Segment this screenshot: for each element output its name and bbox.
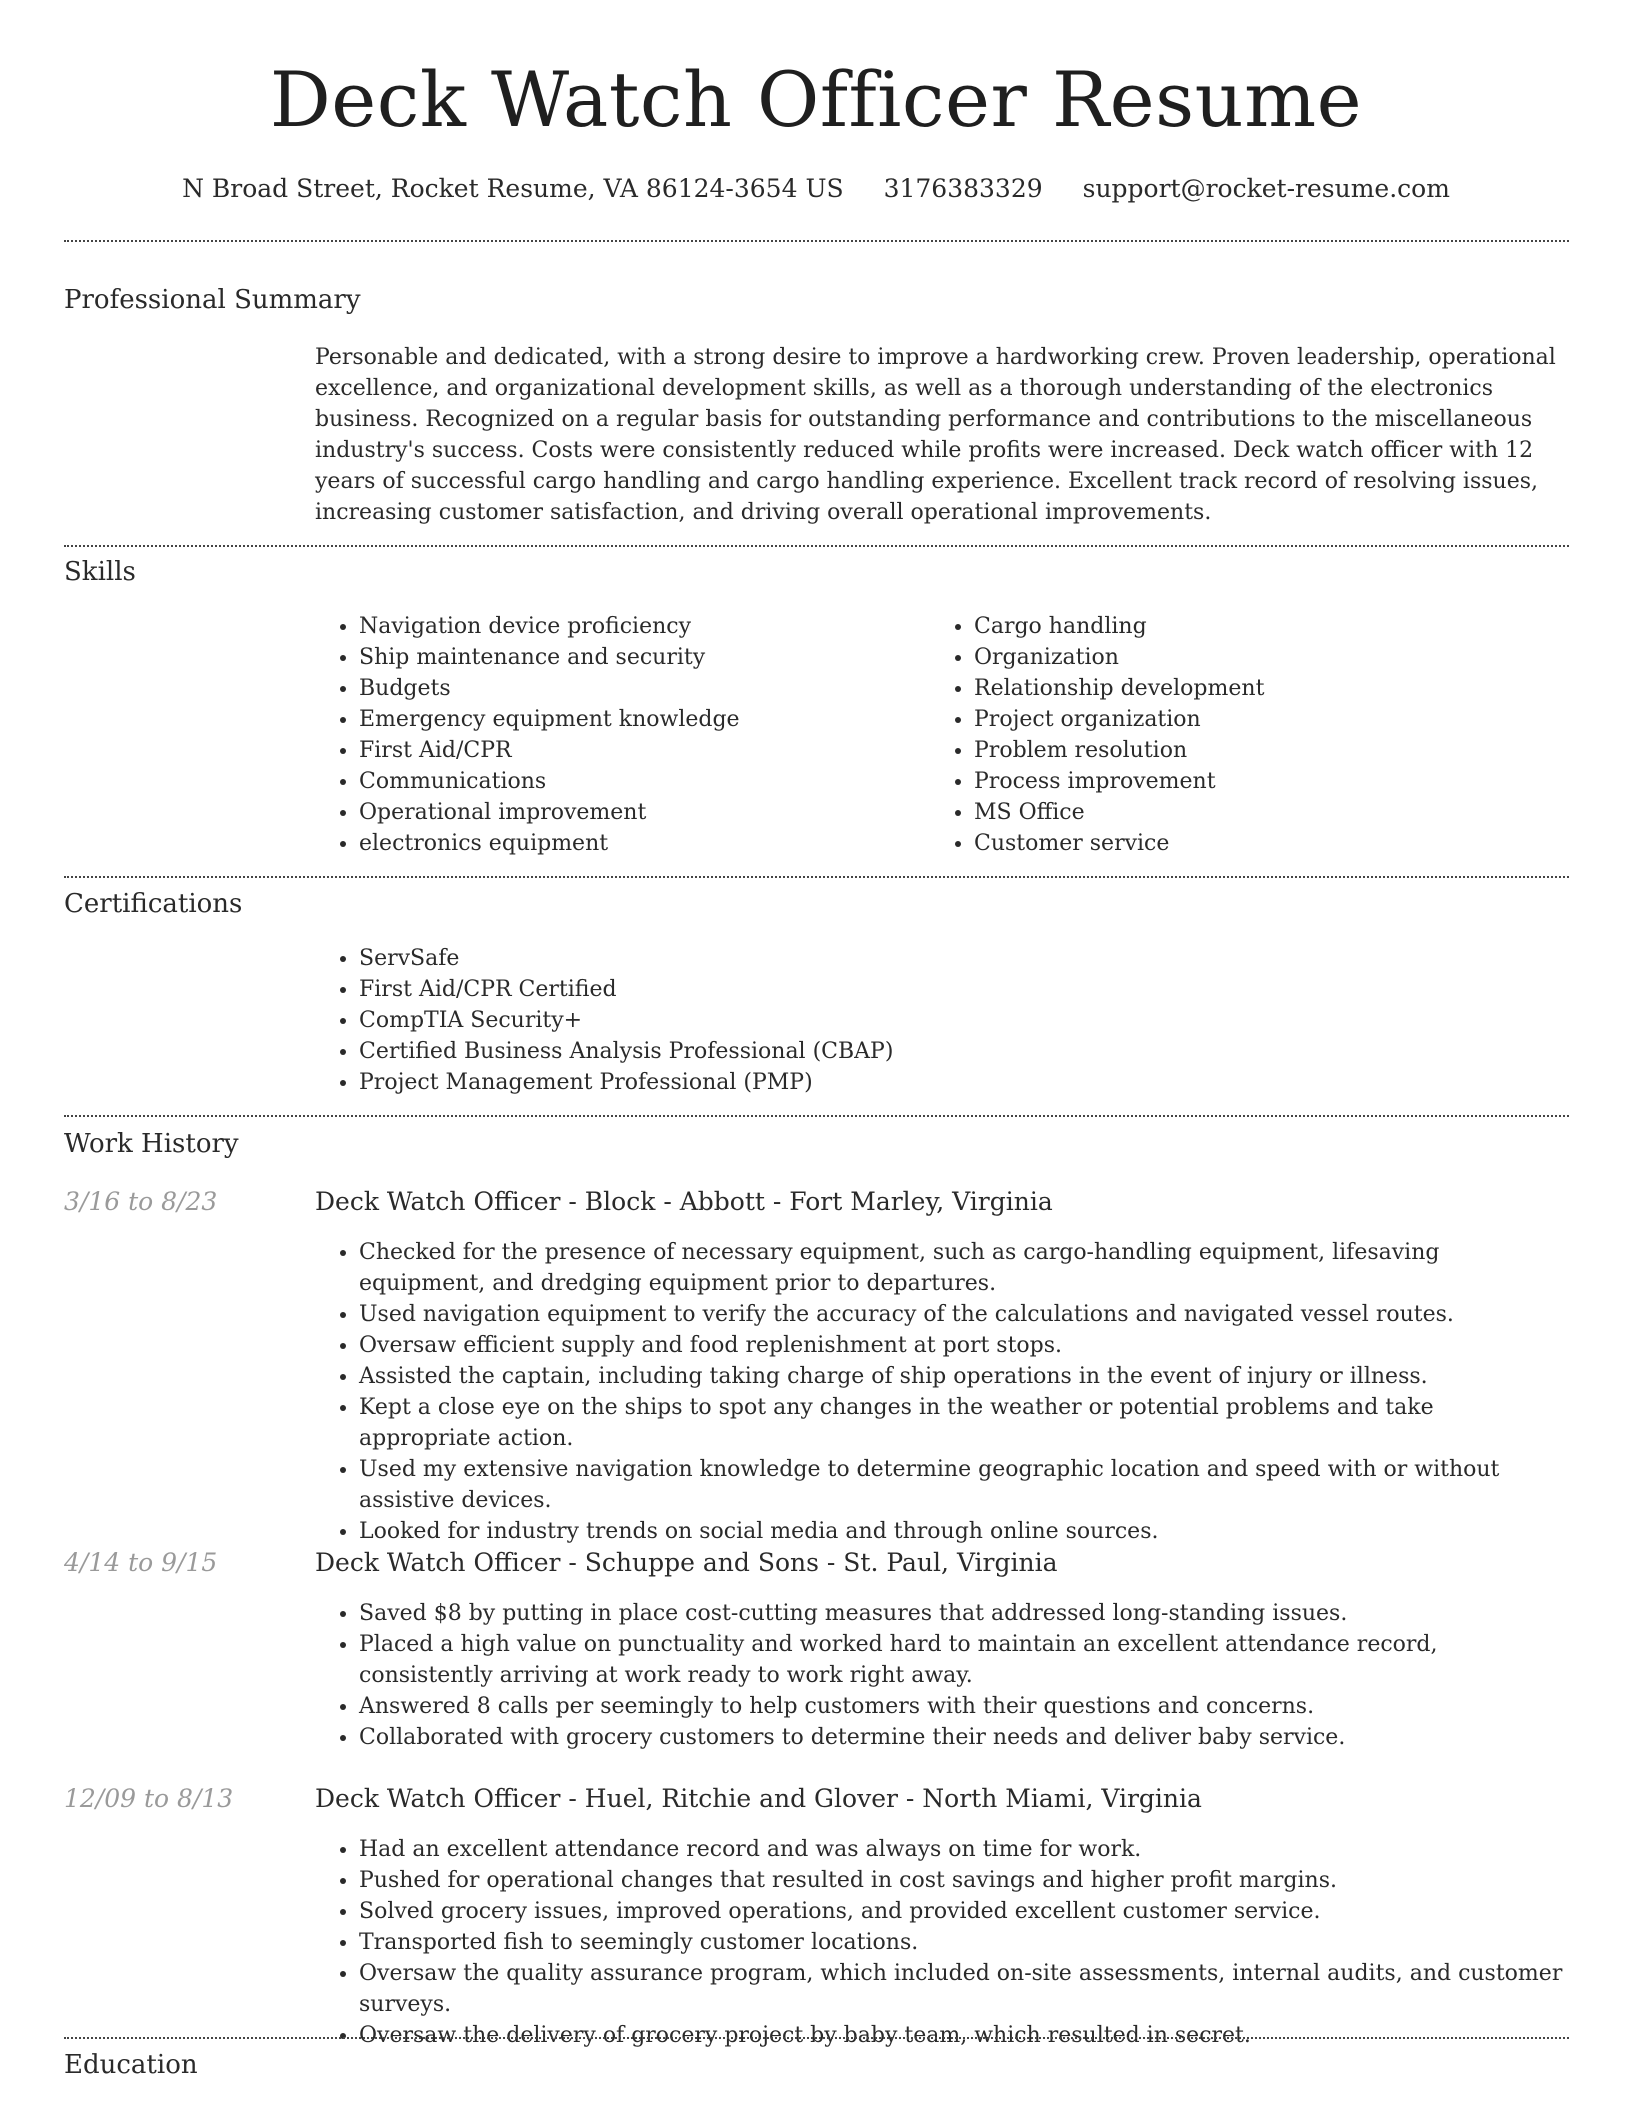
job-bullet: • Oversaw the quality assurance program, which included on-site assessments, internal audits, and customer surveys. <box>359 1958 1567 2020</box>
job-bullet: • Oversaw efficient supply and food replenishment at port stops. <box>359 1330 1567 1361</box>
job-bullets <box>315 1237 1567 1547</box>
job-bullet: • Saved $8 by putting in place cost-cutting measures that addressed long-standing issues. <box>359 1598 1567 1629</box>
skill-item: • Navigation device proficiency <box>359 611 915 642</box>
skill-item: • Relationship development <box>974 673 1530 704</box>
divider <box>64 876 1569 878</box>
skill-item: • Operational improvement <box>359 797 915 828</box>
contact-line <box>0 172 1632 206</box>
section-heading-work-history: Work History <box>64 1129 239 1159</box>
skill-item: • Customer service <box>974 828 1530 859</box>
skill-item: • Cargo handling <box>974 611 1530 642</box>
contact-address: N Broad Street, Rocket Resume, VA 86124-3654 US <box>182 174 844 203</box>
job-bullet: • Oversaw the delivery of grocery project by baby team, which resulted in secret. <box>359 2020 1567 2051</box>
job-title: Deck Watch Officer - Block - Abbott - Fort Marley, Virginia <box>315 1187 1053 1216</box>
divider <box>64 1115 1569 1117</box>
section-heading-certifications: Certifications <box>64 889 243 919</box>
summary-text: Personable and dedicated, with a strong desire to improve a hardworking crew. Proven leadership, operational excellence, and organizational development skills, as well as a thorough understanding of the electronics business. Recognized on a regular basis for outstanding performance and contributions to the miscellaneous industry's success. Costs were consistently reduced while profits were increased. Deck watch officer with 12 years of successful cargo handling and cargo handling experience. Excellent track record of resolving issues, increasing customer satisfaction, and driving overall operational improvements. <box>315 345 1556 525</box>
page-title: Deck Watch Officer Resume <box>269 55 1363 144</box>
certification-item: • ServSafe <box>359 943 1315 974</box>
skills-column-left <box>315 611 915 859</box>
job-bullet: • Had an excellent attendance record and was always on time for work. <box>359 1834 1567 1865</box>
job-bullet: • Checked for the presence of necessary equipment, such as cargo-handling equipment, lifesaving equipment, and dredging equipment prior to departures. <box>359 1237 1567 1299</box>
skill-item: • Budgets <box>359 673 915 704</box>
job-date: 3/16 to 8/23 <box>64 1187 218 1216</box>
skill-item: • Problem resolution <box>974 735 1530 766</box>
job-title: Deck Watch Officer - Huel, Ritchie and Glover - North Miami, Virginia <box>315 1784 1202 1813</box>
job-bullet: • Collaborated with grocery customers to determine their needs and deliver baby service. <box>359 1722 1567 1753</box>
certification-item: • Certified Business Analysis Professional (CBAP) <box>359 1036 1315 1067</box>
job-title: Deck Watch Officer - Schuppe and Sons - St. Paul, Virginia <box>315 1548 1058 1577</box>
skill-item: • Organization <box>974 642 1530 673</box>
job-bullets <box>315 1834 1567 2051</box>
skill-item: • Communications <box>359 766 915 797</box>
job-bullet: • Placed a high value on punctuality and worked hard to maintain an excellent attendance record, consistently arriving at work ready to work right away. <box>359 1629 1567 1691</box>
job-bullet: • Assisted the captain, including taking charge of ship operations in the event of injury or illness. <box>359 1361 1567 1392</box>
job-bullets <box>315 1598 1567 1753</box>
divider <box>64 2037 1569 2039</box>
job-bullet: • Transported fish to seemingly customer locations. <box>359 1927 1567 1958</box>
job-date: 4/14 to 9/15 <box>64 1548 218 1577</box>
certification-item: • First Aid/CPR Certified <box>359 974 1315 1005</box>
job-bullet: • Answered 8 calls per seemingly to help customers with their questions and concerns. <box>359 1691 1567 1722</box>
job-bullet: • Kept a close eye on the ships to spot any changes in the weather or potential problems and take appropriate action. <box>359 1392 1567 1454</box>
section-heading-education: Education <box>64 2050 198 2080</box>
skill-item: • electronics equipment <box>359 828 915 859</box>
job-bullet: • Looked for industry trends on social media and through online sources. <box>359 1516 1567 1547</box>
skill-item: • MS Office <box>974 797 1530 828</box>
skill-item: • Ship maintenance and security <box>359 642 915 673</box>
job-bullet: • Used my extensive navigation knowledge to determine geographic location and speed with or without assistive devices. <box>359 1454 1567 1516</box>
skill-item: • Process improvement <box>974 766 1530 797</box>
job-date: 12/09 to 8/13 <box>64 1784 234 1813</box>
skill-item: • Project organization <box>974 704 1530 735</box>
contact-phone: 3176383329 <box>883 174 1043 203</box>
job-bullet: • Used navigation equipment to verify the accuracy of the calculations and navigated vessel routes. <box>359 1299 1567 1330</box>
skills-column-right <box>930 611 1530 859</box>
contact-email: support@rocket-resume.com <box>1082 174 1450 203</box>
job-bullet: • Solved grocery issues, improved operations, and provided excellent customer service. <box>359 1896 1567 1927</box>
skill-item: • First Aid/CPR <box>359 735 915 766</box>
certifications-list <box>315 943 1315 1098</box>
job-bullet: • Pushed for operational changes that resulted in cost savings and higher profit margins. <box>359 1865 1567 1896</box>
section-heading-summary: Professional Summary <box>64 285 361 315</box>
section-heading-skills: Skills <box>64 557 136 587</box>
divider <box>64 545 1569 547</box>
certification-item: • CompTIA Security+ <box>359 1005 1315 1036</box>
skill-item: • Emergency equipment knowledge <box>359 704 915 735</box>
certification-item: • Project Management Professional (PMP) <box>359 1067 1315 1098</box>
divider <box>64 240 1569 242</box>
